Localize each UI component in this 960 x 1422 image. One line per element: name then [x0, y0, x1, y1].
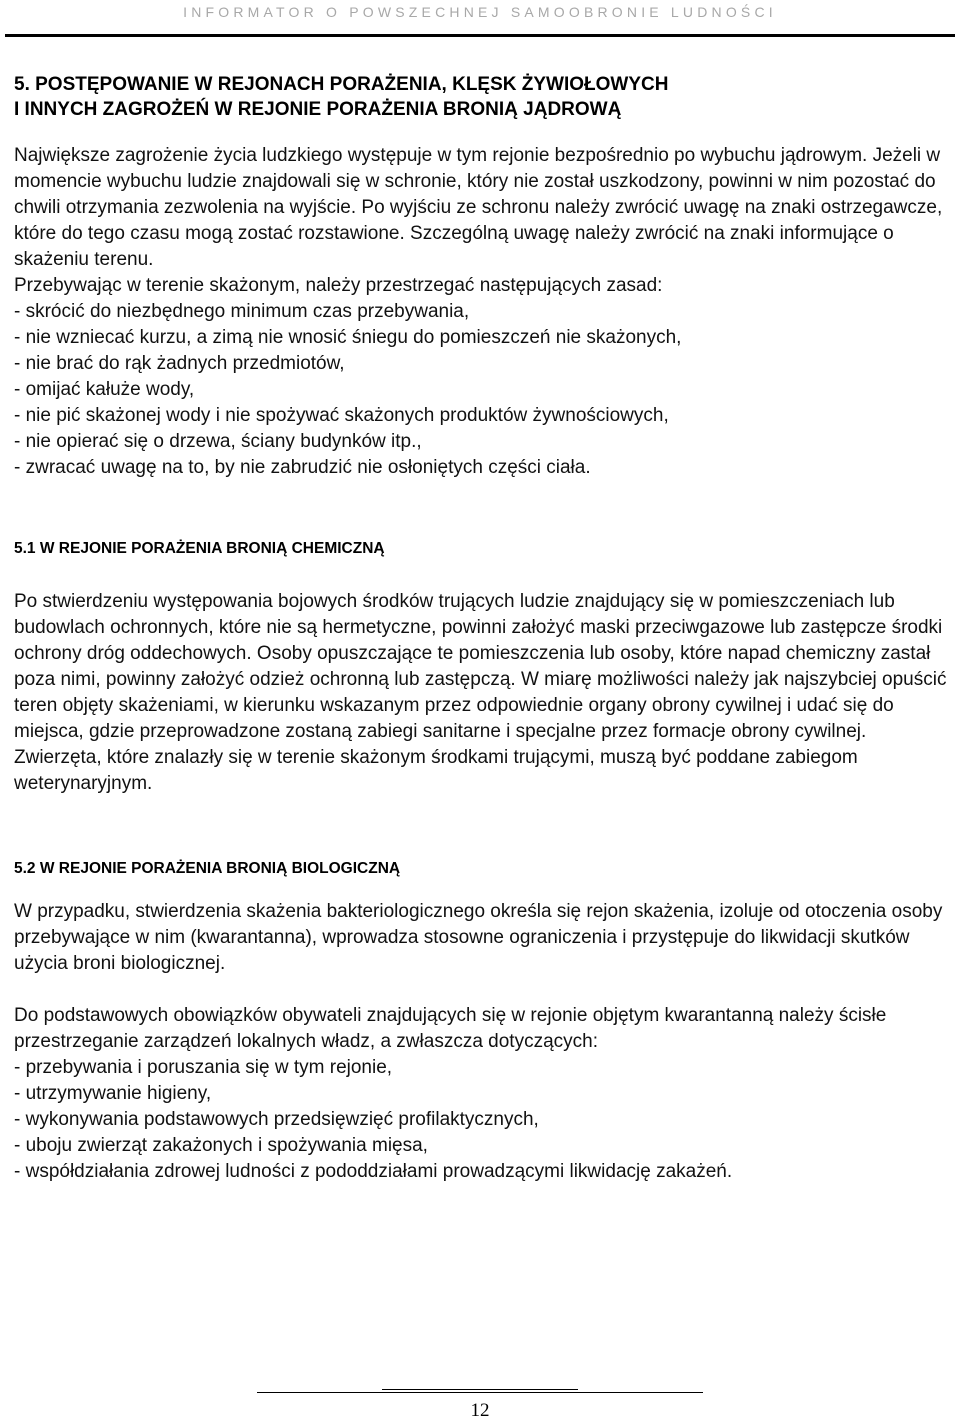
list-item: - nie pić skażonej wody i nie spożywać skażonych produktów żywnościowych, [14, 405, 669, 426]
list-item: - omijać kałuże wody, [14, 379, 195, 400]
list-item: - utrzymywanie higieny, [14, 1083, 212, 1104]
section-5-2-paragraph: W przypadku, stwierdzenia skażenia bakteriologicznego określa się rejon skażenia, izoluje od otoczenia osoby przebywające w nim (kwarantanna), wprowadza stosowne ograniczenia i przystępuje do likwidacji skutków użycia broni biologicznej. [14, 901, 943, 974]
section-5-1-paragraph: Po stwierdzeniu występowania bojowych środków trujących ludzie znajdujący się w pomieszczeniach lub budowlach ochronnych, które nie są hermetyczne, powinni założyć maski przeciwgazowe lub zastępcze środki ochrony dróg oddechowych. Osoby opuszczające te pomieszczenia lub osoby, które napad chemiczny zastał poza nimi, powinny założyć odzież ochronną lub zastępczą. W miarę możliwości należy jak najszybciej opuścić teren objęty skażeniami, w kierunku wskazanym przez odpowiednie organy obrony cywilnej i udać się do miejsca, gdzie przeprowadzone zostaną zabiegi sanitarne i specjalne przez formacje obrony cywilnej. Zwierzęta, które znalazły się w terenie skażonym środkami trującymi, muszą być poddane zabiegom weterynaryjnym. [14, 591, 947, 794]
list-item: - nie opierać się o drzewa, ściany budynków itp., [14, 431, 422, 452]
list-item: - wykonywania podstawowych przedsięwzięć profilaktycznych, [14, 1109, 539, 1130]
section-5-2-duties [14, 1055, 949, 1185]
list-item: - współdziałania zdrowej ludności z pododdziałami prowadzącymi likwidację zakażeń. [14, 1161, 733, 1182]
rules-intro: Przebywając w terenie skażonym, należy przestrzegać następujących zasad: [14, 275, 663, 296]
section-5-title-line-1: 5. POSTĘPOWANIE W REJONACH PORAŻENIA, KLĘSK ŻYWIOŁOWYCH [14, 74, 669, 95]
page-number: 12 [470, 1400, 490, 1421]
section-5-2-title: 5.2 W REJONIE PORAŻENIA BRONIĄ BIOLOGICZNĄ [14, 860, 401, 877]
list-item: - zwracać uwagę na to, by nie zabrudzić nie osłoniętych części ciała. [14, 457, 591, 478]
list-item: - uboju zwierząt zakażonych i spożywania mięsa, [14, 1135, 428, 1156]
footer-rule-short [382, 1389, 578, 1390]
section-5-intro-paragraph: Największe zagrożenie życia ludzkiego występuje w tym rejonie bezpośrednio po wybuchu jądrowym. Jeżeli w momencie wybuchu ludzie znajdowali się w schronie, który nie został uszkodzony, powinni w nim pozostać do chwili otrzymania zezwolenia na wyjście. Po wyjściu ze schronu należy zwrócić uwagę na znaki ostrzegawcze, które do tego czasu mogą zostać rozstawione. Szczególną uwagę należy zwrócić na znaki informujące o skażeniu terenu. [14, 145, 943, 270]
list-item: - nie wzniecać kurzu, a zimą nie wnosić śniegu do pomieszczeń nie skażonych, [14, 327, 682, 348]
running-header: INFORMATOR O POWSZECHNEJ SAMOOBRONIE LUDNOŚCI [183, 4, 777, 20]
list-item: - nie brać do rąk żadnych przedmiotów, [14, 353, 345, 374]
page-body [14, 72, 949, 1185]
section-5-title [14, 72, 949, 122]
section-5-2-duties-intro: Do podstawowych obowiązków obywateli znajdujących się w rejonie objętym kwarantanną należy ścisłe przestrzeganie zarządzeń lokalnych władz, a zwłaszcza dotyczących: [14, 1005, 887, 1052]
footer-rule-long [257, 1392, 703, 1393]
section-5-1-title: 5.1 W REJONIE PORAŻENIA BRONIĄ CHEMICZNĄ [14, 540, 385, 557]
header-divider [5, 34, 955, 37]
list-item: - przebywania i poruszania się w tym rejonie, [14, 1057, 393, 1078]
list-item: - skrócić do niezbędnego minimum czas przebywania, [14, 301, 470, 322]
section-5-rules [14, 273, 949, 481]
section-5-title-line-2: I INNYCH ZAGROŻEŃ W REJONIE PORAŻENIA BRONIĄ JĄDROWĄ [14, 99, 622, 120]
